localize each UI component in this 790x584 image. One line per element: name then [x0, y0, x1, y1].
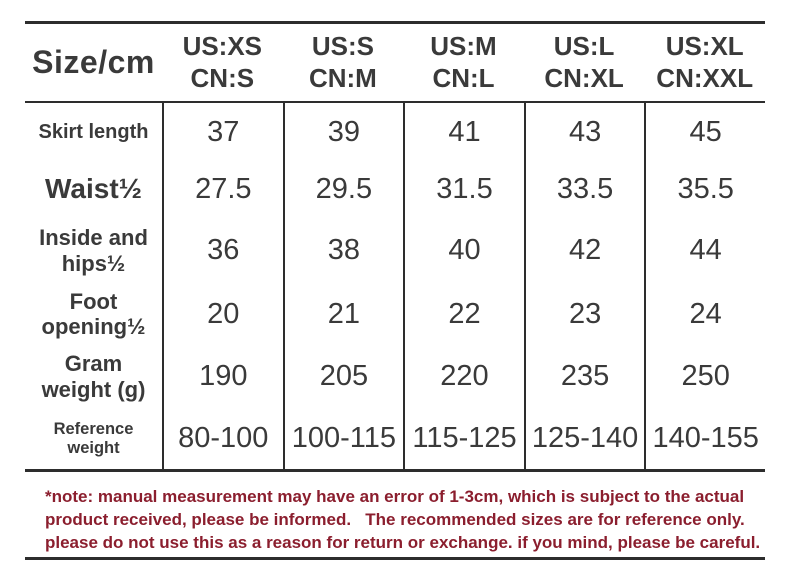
table-cell: 125-140 — [524, 408, 645, 469]
table-cell: 42 — [524, 218, 645, 283]
table-cell: 21 — [283, 283, 404, 345]
table-cell: 220 — [403, 345, 524, 408]
column-header-cn: CN:M — [308, 62, 377, 93]
table-cell: 35.5 — [644, 161, 765, 218]
row-label: Waist½ — [45, 173, 142, 205]
measurement-note: *note: manual measurement may have an error of 1-3cm, which is subject to the actual product received, please be informed. The recommended sizes are for reference only. please do not use this as a reason for return or exchange. if you mind, please be careful. — [45, 487, 761, 552]
table-cell: 115-125 — [403, 408, 524, 469]
table-header-row — [25, 24, 765, 103]
table-cell: 36 — [162, 218, 283, 283]
table-row-waist — [25, 161, 765, 218]
table-cell: 43 — [524, 103, 645, 161]
table-cell: 140-155 — [644, 408, 765, 469]
table-cell: 22 — [403, 283, 524, 345]
table-cell: 29.5 — [283, 161, 404, 218]
table-cell: 31.5 — [403, 161, 524, 218]
row-label: Gram weight (g) — [41, 351, 146, 402]
table-corner-label: Size/cm — [32, 44, 155, 80]
table-cell: 38 — [283, 218, 404, 283]
table-cell: 80-100 — [162, 408, 283, 469]
table-cell: 33.5 — [524, 161, 645, 218]
table-cell: 235 — [524, 345, 645, 408]
table-cell: 37 — [162, 103, 283, 161]
column-header-us: US:L — [553, 30, 615, 61]
table-cell: 190 — [162, 345, 283, 408]
footer-rule — [25, 557, 765, 560]
column-header-m — [403, 31, 524, 94]
table-row-reference-weight — [25, 408, 765, 469]
table-cell: 100-115 — [283, 408, 404, 469]
row-label: Reference weight — [53, 419, 134, 457]
size-chart-table — [25, 21, 765, 472]
table-cell: 41 — [403, 103, 524, 161]
table-cell: 250 — [644, 345, 765, 408]
row-label: Foot opening½ — [41, 288, 146, 339]
table-cell: 45 — [644, 103, 765, 161]
table-row-foot-opening — [25, 283, 765, 345]
table-bottom-rule — [25, 469, 765, 472]
column-header-us: US:XS — [182, 30, 263, 61]
column-header-cn: CN:L — [432, 62, 495, 93]
row-label: Skirt length — [38, 120, 149, 143]
table-cell: 44 — [644, 218, 765, 283]
table-cell: 205 — [283, 345, 404, 408]
column-header-xl — [644, 31, 765, 94]
column-header-cn: CN:XXL — [656, 62, 754, 93]
table-cell: 23 — [524, 283, 645, 345]
table-cell: 27.5 — [162, 161, 283, 218]
column-header-cn: CN:XL — [544, 62, 624, 93]
table-row-inside-hips — [25, 218, 765, 283]
column-header-xs — [162, 31, 283, 94]
column-header-cn: CN:S — [190, 62, 255, 93]
table-body — [25, 103, 765, 469]
table-cell: 20 — [162, 283, 283, 345]
column-header-us: US:S — [311, 30, 374, 61]
column-header-s — [283, 31, 404, 94]
table-cell: 39 — [283, 103, 404, 161]
column-header-l — [524, 31, 645, 94]
table-cell: 40 — [403, 218, 524, 283]
table-cell: 24 — [644, 283, 765, 345]
row-label: Inside and hips½ — [39, 225, 148, 276]
table-row-skirt-length — [25, 103, 765, 161]
column-header-us: US:M — [430, 30, 497, 61]
table-row-gram-weight — [25, 345, 765, 408]
column-header-us: US:XL — [665, 30, 744, 61]
